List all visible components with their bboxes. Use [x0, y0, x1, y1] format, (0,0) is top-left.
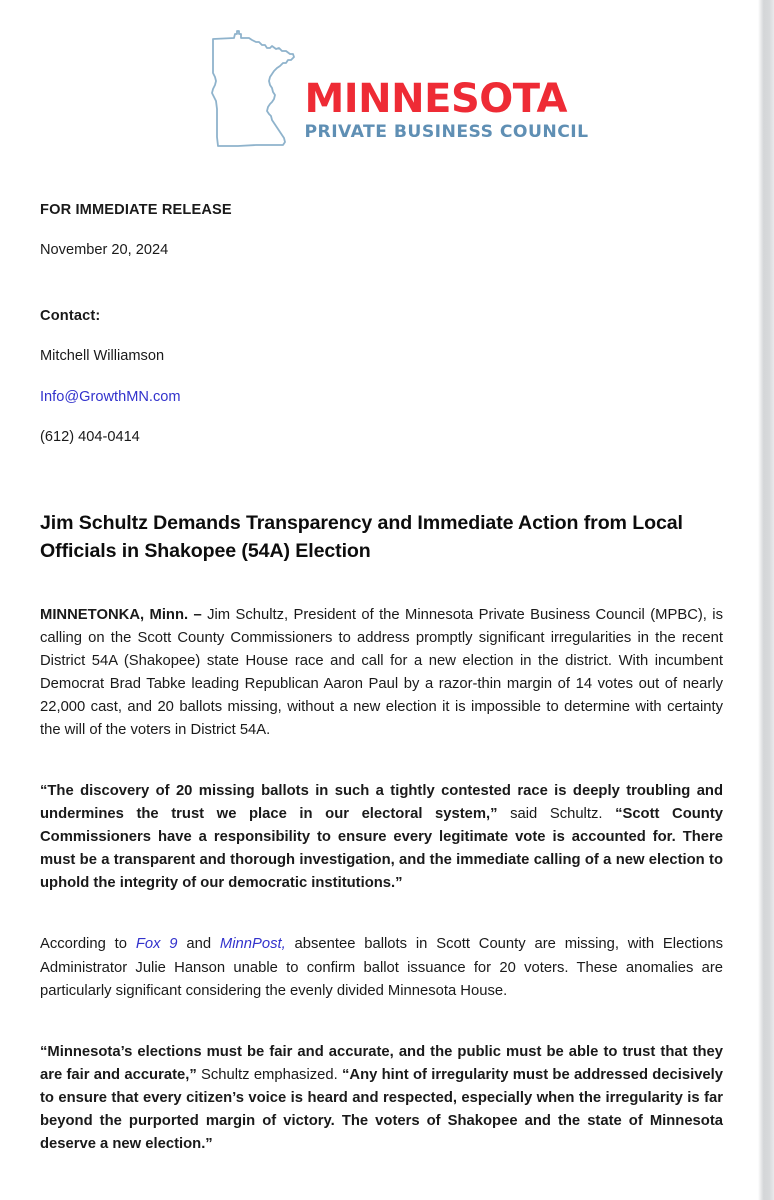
contact-phone: (612) 404-0414 — [40, 428, 140, 445]
contact-email-link[interactable]: Info@GrowthMN.com — [40, 388, 181, 405]
quote-1-part-a: “The discovery of 20 missing ballots in such a tightly contested race is deeply troubling and undermines the trust we place in our electoral system,” — [40, 783, 723, 823]
body-paragraph-1 — [40, 604, 723, 742]
press-release-headline: Jim Schultz Demands Transparency and Immediate Action from Local Officials in Shakopee (54A) Election — [40, 511, 683, 562]
contact-name: Mitchell Williamson — [40, 348, 165, 365]
minnesota-state-outline-icon — [204, 27, 300, 161]
meta-spacer — [40, 280, 723, 306]
paragraph-2-part-b: and — [177, 936, 220, 953]
body-quote-2 — [40, 1041, 723, 1156]
body-quote-1 — [40, 780, 723, 895]
fox9-link[interactable]: Fox 9 — [135, 936, 178, 953]
logo-title: MINNESOTA — [304, 76, 567, 123]
paragraph-2-part-a: According to — [40, 936, 136, 953]
dateline: MINNETONKA, Minn. – — [40, 606, 208, 623]
quote-2-part-a: “Minnesota’s elections must be fair and accurate, and the public must be able to trust that they are fair and accurate,” — [40, 1043, 723, 1083]
quote-2-part-b: “Any hint of irregularity must be addressed decisively to ensure that every citizen’s voice is heard and respected, especially when the irregularity is far beyond the purported margin of victory. The voters of Shakopee and the state of Minnesota deserve a new election.” — [40, 1066, 723, 1152]
quote-1-attribution: said Schultz. — [497, 806, 616, 823]
logo-subtitle: PRIVATE BUSINESS COUNCIL — [304, 121, 589, 142]
quote-1-part-b: “Scott County Commissioners have a responsibility to ensure every legitimate vote is accounted for. There must be a transparent and thorough investigation, and the immediate calling of a new election to uphold the integrity of our democratic institutions.” — [40, 806, 723, 892]
for-immediate-release-label: FOR IMMEDIATE RELEASE — [40, 202, 232, 218]
minnpost-link[interactable]: MinnPost, — [219, 936, 286, 953]
contact-label: Contact: — [40, 308, 101, 325]
release-meta — [40, 200, 723, 448]
body-paragraph-1-text: Jim Schultz, President of the Minnesota Private Business Council (MPBC), is calling on the Scott County Commissioners to address promptly significant irregularities in the recent District 54A (Shakopee) state House race and call for a new election in the district. With incumbent Democrat Brad Tabke leading Republican Aaron Paul by a razor-thin margin of 14 votes out of nearly 22,000 cast, and 20 ballots missing, without a new election it is impossible to determine with certainty the will of the voters in District 54A. — [40, 606, 723, 738]
body-paragraph-2 — [40, 933, 723, 1002]
contact-email-line — [40, 387, 723, 408]
document-content — [40, 0, 723, 1171]
release-date: November 20, 2024 — [40, 242, 169, 259]
organization-logo — [40, 18, 723, 170]
paragraph-2-part-c: absentee ballots in Scott County are missing, with Elections Administrator Julie Hanson unable to confirm ballot issuance for 20 voters. These anomalies are particularly significant considering the evenly divided Minnesota House. — [40, 936, 723, 999]
quote-2-attribution: Schultz emphasized. — [196, 1066, 342, 1083]
page-edge-shadow — [758, 0, 774, 1200]
